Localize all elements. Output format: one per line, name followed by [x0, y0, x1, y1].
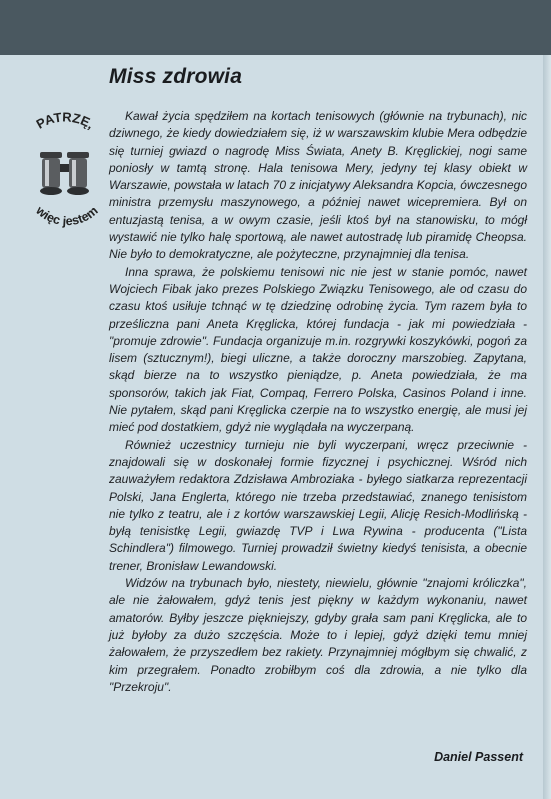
article-paragraph: Widzów na trybunach było, niestety, niewielu, głównie "znajomi króliczka", ale nie żałowałem, gdyż tenis jest piękny w każdym wykonaniu, nawet amatorów. Byłby jeszcze piękniejszy, gdyby grała sam pani Kręglicka, ale to już byłoby za dużo szczęścia. Może to i lepiej, gdyż dzięki temu mniej żałowałem, że przyszedłem bez rakiety. Przynajmniej mógłbym się chwalić, z kim przegrałem. Ponadto zrobiłbym coś dla zdrowia, a nie tylko dla "Przekroju".	[109, 576, 527, 694]
page-edge	[543, 55, 551, 799]
author-signature: Daniel Passent	[434, 750, 523, 764]
binoculars-icon	[40, 152, 89, 195]
article-paragraph: Inna sprawa, że polskiemu tenisowi nic nie jest w stanie pomóc, nawet Wojciech Fibak jako prezes Polskiego Związku Tenisowego, ale od czasu do czasu ktoś usiłuje tchnąć w tę dziedzinę odrobinę życia. Tym razem była to prześliczna pani Aneta Kręglicka, której fundacja - jak mi powiedziała - "promuje zdrowie". Fundacja organizuje m.in. rozgrywki koszykówki, pogoń za lisem (sztucznym!), biegi uliczne, a także doroczny marszobieg. Zapytana, skąd bierze na to wszystko pieniądze, p. Aneta powiedziała, że ma sponsorów, takich jak Fiat, Compaq, Ferrero Polska, Casinos Poland i inne. Nie pytałem, skąd pani Kręglicka czerpie na to wszystko energię, ale musi jej mieć pod dostatkiem, gdyż nie wyglądała na wyczerpaną.	[109, 264, 527, 435]
article-paragraph: Kawał życia spędziłem na kortach tenisowych (głównie na trybunach), nic dziwnego, że kiedy dowiedziałem się, iż w warszawskim klubie Mera odbędzie się turniej gwiazd o nagrodę Miss Świata, Anety B. Kręglickiej, nogi same poniosły w tamtą stronę. Hala tenisowa Mery, jedyny tej klasy obiekt w Warszawie, powstała w latach 70 z inicjatywy Aleksandra Kopcia, ówczesnego ministra przemysłu maszynowego, a później nawet wicepremiera. Był on entuzjastą tenisa, a w owym czasie, jeśli ktoś był na stanowisku, to mógł wystawić nie tylko halę sportową, ale nawet autostradę lub piramidę Cheopsa. Nie było to demokratyczne, ale pożyteczne, przynajmniej dla tenisa.	[109, 109, 527, 262]
column-logo	[16, 108, 112, 238]
logo-bottom-text: więc jestem	[33, 203, 101, 229]
article-body	[109, 108, 527, 696]
column-logo-graphic	[16, 108, 112, 238]
article-paragraph: Również uczestnicy turnieju nie byli wyczerpani, wręcz przeciwnie - znajdowali się w doskonałej formie fizycznej i psychicznej. Wśród nich zauważyłem redaktora Zdzisława Ambroziaka - byłego siatkarza reprezentacji Polski, Jana Englerta, którego nie trzeba przedstawiać, znanego tenisistom nie tylko z teatru, ale i z kortów warszawskiej Legii, Alicję Resich-Modlińską - byłą tenisistkę Legii, gwiazdę TVP i Lwa Rywina - producenta ("Lista Schindlera") filmowego. Turniej prowadził świetny kiedyś tenisista, a obecnie trener, Bronisław Lewandowski.	[109, 437, 527, 573]
logo-top-text: PATRZĘ,	[33, 109, 97, 132]
header-bar	[0, 0, 551, 55]
article-title: Miss zdrowia	[109, 65, 243, 88]
